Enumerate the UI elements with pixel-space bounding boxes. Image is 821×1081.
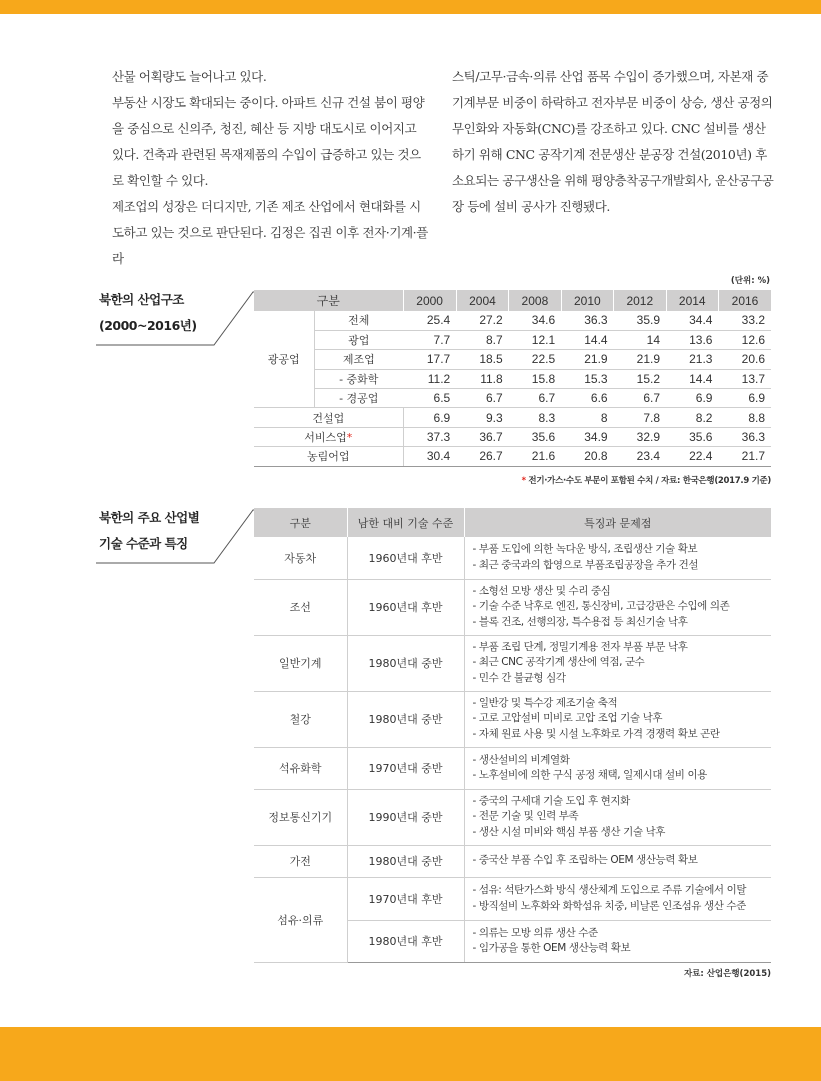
- body-column-right: [452, 64, 774, 220]
- row-label-text: 농림어업: [307, 450, 350, 464]
- feature-line: - 최근 중국과의 합영으로 부품조립공장을 추가 건설: [472, 558, 699, 571]
- table-cell: 36.7: [456, 427, 508, 446]
- tech-level-cell: 1980년대 중반: [347, 845, 464, 877]
- features-cell: [464, 635, 771, 691]
- table-row: [254, 635, 771, 691]
- feature-line: - 노후설비에 의한 구식 공정 채택, 일제시대 설비 이용: [472, 769, 707, 781]
- sector-cell: 정보통신기기: [254, 789, 347, 845]
- table2-caption-subtitle: 기술 수준과 특징: [99, 536, 188, 551]
- header-year: 2000: [403, 290, 456, 311]
- row-label: 전체: [314, 311, 403, 330]
- table-row: [254, 369, 771, 388]
- features-cell: [464, 920, 771, 962]
- table-cell: 21.3: [666, 350, 718, 369]
- body-column-left: [112, 64, 430, 272]
- table-cell: 27.2: [456, 311, 508, 330]
- table-cell: 6.7: [614, 389, 666, 408]
- table-cell: 25.4: [403, 311, 456, 330]
- top-accent-bar: [0, 0, 821, 14]
- table-cell: 26.7: [456, 447, 508, 466]
- table1-caption-period: (2000~2016년): [99, 318, 197, 333]
- table1-caption-title: 북한의 산업구조: [99, 292, 184, 307]
- table-cell: 21.9: [614, 350, 666, 369]
- header-year: 2016: [718, 290, 771, 311]
- table-cell: 6.7: [456, 389, 508, 408]
- table-row: [254, 389, 771, 408]
- features-cell: [464, 877, 771, 920]
- table-row: [254, 330, 771, 349]
- table-cell: 23.4: [614, 447, 666, 466]
- feature-line: - 생산설비의 비계열화: [472, 753, 570, 766]
- table-row: [254, 789, 771, 845]
- feature-line: - 중국의 구세대 기술 도입 후 현지화: [472, 794, 630, 807]
- tech-level-cell: 1970년대 후반: [347, 877, 464, 920]
- table-cell: 30.4: [403, 447, 456, 466]
- table2-caption-title: 북한의 주요 산업별: [99, 510, 200, 525]
- table-cell: 17.7: [403, 350, 456, 369]
- table1-caption-bracket: [96, 290, 256, 346]
- header-year: 2014: [666, 290, 718, 311]
- table-cell: 6.7: [509, 389, 561, 408]
- sector-cell: 섬유·의류: [254, 877, 347, 962]
- row-label: [254, 427, 403, 446]
- feature-line: - 최근 CNC 공작기계 생산에 역점, 군수: [472, 656, 645, 669]
- table-cell: 35.9: [614, 311, 666, 330]
- tech-level-cell: 1990년대 중반: [347, 789, 464, 845]
- table-row: [254, 877, 771, 920]
- table-row: [254, 427, 771, 446]
- table-cell: 14.4: [666, 369, 718, 388]
- table-cell: 21.6: [509, 447, 561, 466]
- table-cell: 12.6: [718, 330, 771, 349]
- table-cell: 18.5: [456, 350, 508, 369]
- table2-source: 자료: 산업은행(2015): [683, 969, 771, 979]
- features-cell: [464, 747, 771, 789]
- table1-footnote: [500, 474, 771, 486]
- footnote-star: *: [521, 476, 526, 486]
- feature-line: - 중국산 부품 수입 후 조립하는 OEM 생산능력 확보: [472, 854, 698, 867]
- table-cell: 9.3: [456, 408, 508, 427]
- table-cell: 11.2: [403, 369, 456, 388]
- table-row: [254, 845, 771, 877]
- sector-cell: 철강: [254, 691, 347, 747]
- sector-cell: 가전: [254, 845, 347, 877]
- row-label: [254, 447, 403, 466]
- header-year: 2012: [614, 290, 666, 311]
- table-row: [254, 579, 771, 635]
- table-cell: 6.5: [403, 389, 456, 408]
- sector-cell: 일반기계: [254, 635, 347, 691]
- table-cell: 15.2: [614, 369, 666, 388]
- row-label-text: 건설업: [312, 411, 345, 425]
- table-cell: 35.6: [666, 427, 718, 446]
- row-label-text: 서비스업: [304, 431, 347, 445]
- table-cell: 14.4: [561, 330, 613, 349]
- table-row: [254, 311, 771, 330]
- sector-cell: 자동차: [254, 537, 347, 579]
- table-cell: 8.2: [666, 408, 718, 427]
- row-label: - 경공업: [314, 389, 403, 408]
- table-cell: 12.1: [509, 330, 561, 349]
- table-cell: 35.6: [509, 427, 561, 446]
- tech-level-cell: 1960년대 후반: [347, 579, 464, 635]
- table-row: [254, 747, 771, 789]
- row-group-label: 광공업: [254, 311, 314, 408]
- features-cell: [464, 537, 771, 579]
- table-cell: 6.9: [666, 389, 718, 408]
- table-row: [254, 447, 771, 466]
- table-cell: 6.9: [403, 408, 456, 427]
- table-cell: 6.6: [561, 389, 613, 408]
- table-cell: 36.3: [561, 311, 613, 330]
- header-category: 구분: [254, 290, 403, 311]
- table-cell: 15.8: [509, 369, 561, 388]
- table-header-row: [254, 508, 771, 537]
- features-cell: [464, 691, 771, 747]
- table-cell: 21.9: [561, 350, 613, 369]
- feature-line: - 블록 건조, 선행의장, 특수용접 등 최신기술 낙후: [472, 615, 688, 628]
- feature-line: - 전문 기술 및 인력 부족: [472, 810, 579, 823]
- table2-caption-bracket: [96, 508, 256, 564]
- feature-line: - 부품 도입에 의한 녹다운 방식, 조립생산 기술 확보: [472, 543, 698, 556]
- table-cell: 32.9: [614, 427, 666, 446]
- header-features: 특징과 문제점: [464, 508, 771, 537]
- feature-line: - 섬유: 석탄가스화 방식 생산체계 도입으로 주류 기술에서 이탈: [472, 884, 747, 896]
- features-cell: [464, 579, 771, 635]
- table-cell: 14: [614, 330, 666, 349]
- footnote-text: 전기·가스·수도 부문이 포함된 수치 / 자료: 한국은행(2017.9 기준): [528, 476, 771, 486]
- feature-line: - 민수 간 불균형 심각: [472, 671, 566, 684]
- tech-level-cell: 1980년대 중반: [347, 691, 464, 747]
- header-year: 2008: [509, 290, 561, 311]
- table-header-row: [254, 290, 771, 311]
- table-cell: 8.7: [456, 330, 508, 349]
- table-row: [254, 408, 771, 427]
- row-label: - 중화학: [314, 369, 403, 388]
- table-cell: 7.8: [614, 408, 666, 427]
- row-label: 광업: [314, 330, 403, 349]
- row-label: [254, 408, 403, 427]
- header-category: 구분: [254, 508, 347, 537]
- features-cell: [464, 845, 771, 877]
- table-cell: 34.6: [509, 311, 561, 330]
- table-cell: 8.3: [509, 408, 561, 427]
- header-year: 2004: [456, 290, 508, 311]
- features-cell: [464, 789, 771, 845]
- row-label: 제조업: [314, 350, 403, 369]
- table-cell: 8.8: [718, 408, 771, 427]
- feature-line: - 의류는 모방 의류 생산 수준: [472, 926, 598, 939]
- tech-level-cell: 1970년대 중반: [347, 747, 464, 789]
- table-cell: 11.8: [456, 369, 508, 388]
- header-year: 2010: [561, 290, 613, 311]
- feature-line: - 일반강 및 특수강 제조기술 축적: [472, 696, 618, 709]
- table-cell: 37.3: [403, 427, 456, 446]
- table-cell: 15.3: [561, 369, 613, 388]
- tech-level-cell: 1980년대 중반: [347, 635, 464, 691]
- table-cell: 13.7: [718, 369, 771, 388]
- feature-line: - 기술 수준 낙후로 엔진, 통신장비, 고급강판은 수입에 의존: [472, 600, 730, 613]
- industry-structure-table: [254, 290, 771, 467]
- bottom-accent-bar: [0, 1027, 821, 1081]
- body-paragraph: 스틱/고무·금속·의류 산업 품목 수입이 증가했으며, 자본재 중 기계부문 비중이 하락하고 전자부문 비중이 상승, 생산 공정의 무인화와 자동화(CNC)를 강조하고 있다. CNC 설비를 생산하기 위해 CNC 공작기계 전문생산 분공장 건설(2010년) 후 소요되는 공구생산을 위해 평양층착공구개발회사, 운산공구공장 등에 설비 공사가 진행됐다.: [452, 69, 774, 214]
- tech-level-cell: 1960년대 후반: [347, 537, 464, 579]
- feature-line: - 부품 조립 단계, 정밀기계용 전자 부품 부문 낙후: [472, 640, 688, 653]
- table-cell: 33.2: [718, 311, 771, 330]
- table-cell: 36.3: [718, 427, 771, 446]
- header-tech-level: 남한 대비 기술 수준: [347, 508, 464, 537]
- table-row: [254, 691, 771, 747]
- table-cell: 20.8: [561, 447, 613, 466]
- table-cell: 22.4: [666, 447, 718, 466]
- table-cell: 20.6: [718, 350, 771, 369]
- body-paragraph: 제조업의 성장은 더디지만, 기존 제조 산업에서 현대화를 시도하고 있는 것으로 판단된다. 김정은 집권 이후 전자·기계·플라: [112, 199, 428, 266]
- table-cell: 21.7: [718, 447, 771, 466]
- feature-line: - 고로 고압설비 미비로 고압 조업 기술 낙후: [472, 712, 663, 725]
- table-cell: 13.6: [666, 330, 718, 349]
- table-cell: 6.9: [718, 389, 771, 408]
- feature-line: - 자체 원료 사용 및 시설 노후화로 가격 경쟁력 확보 곤란: [472, 727, 720, 740]
- feature-line: - 임가공을 통한 OEM 생산능력 확보: [472, 942, 631, 954]
- table1-unit: (단위: %): [730, 276, 770, 286]
- table-cell: 34.9: [561, 427, 613, 446]
- feature-line: - 생산 시설 미비와 핵심 부품 생산 기술 낙후: [472, 825, 666, 838]
- table-cell: 34.4: [666, 311, 718, 330]
- table-cell: 8: [561, 408, 613, 427]
- sector-cell: 조선: [254, 579, 347, 635]
- body-paragraph: 산물 어획량도 늘어나고 있다.: [112, 69, 267, 84]
- table-row: [254, 537, 771, 579]
- tech-level-table: [254, 508, 771, 963]
- feature-line: - 소형선 모방 생산 및 수리 중심: [472, 584, 611, 597]
- tech-level-cell: 1980년대 후반: [347, 920, 464, 962]
- row-label-star: *: [346, 431, 353, 445]
- feature-line: - 방직설비 노후화와 화학섬유 치중, 비날론 인조섬유 생산 수준: [472, 899, 746, 912]
- body-paragraph: 부동산 시장도 확대되는 중이다. 아파트 신규 건설 붐이 평양을 중심으로 신의주, 청진, 혜산 등 지방 대도시로 이어지고 있다. 건축과 관련된 목재제품의 수입이 급증하고 있는 것으로 확인할 수 있다.: [112, 95, 425, 188]
- table-cell: 7.7: [403, 330, 456, 349]
- table-row: [254, 350, 771, 369]
- sector-cell: 석유화학: [254, 747, 347, 789]
- table-cell: 22.5: [509, 350, 561, 369]
